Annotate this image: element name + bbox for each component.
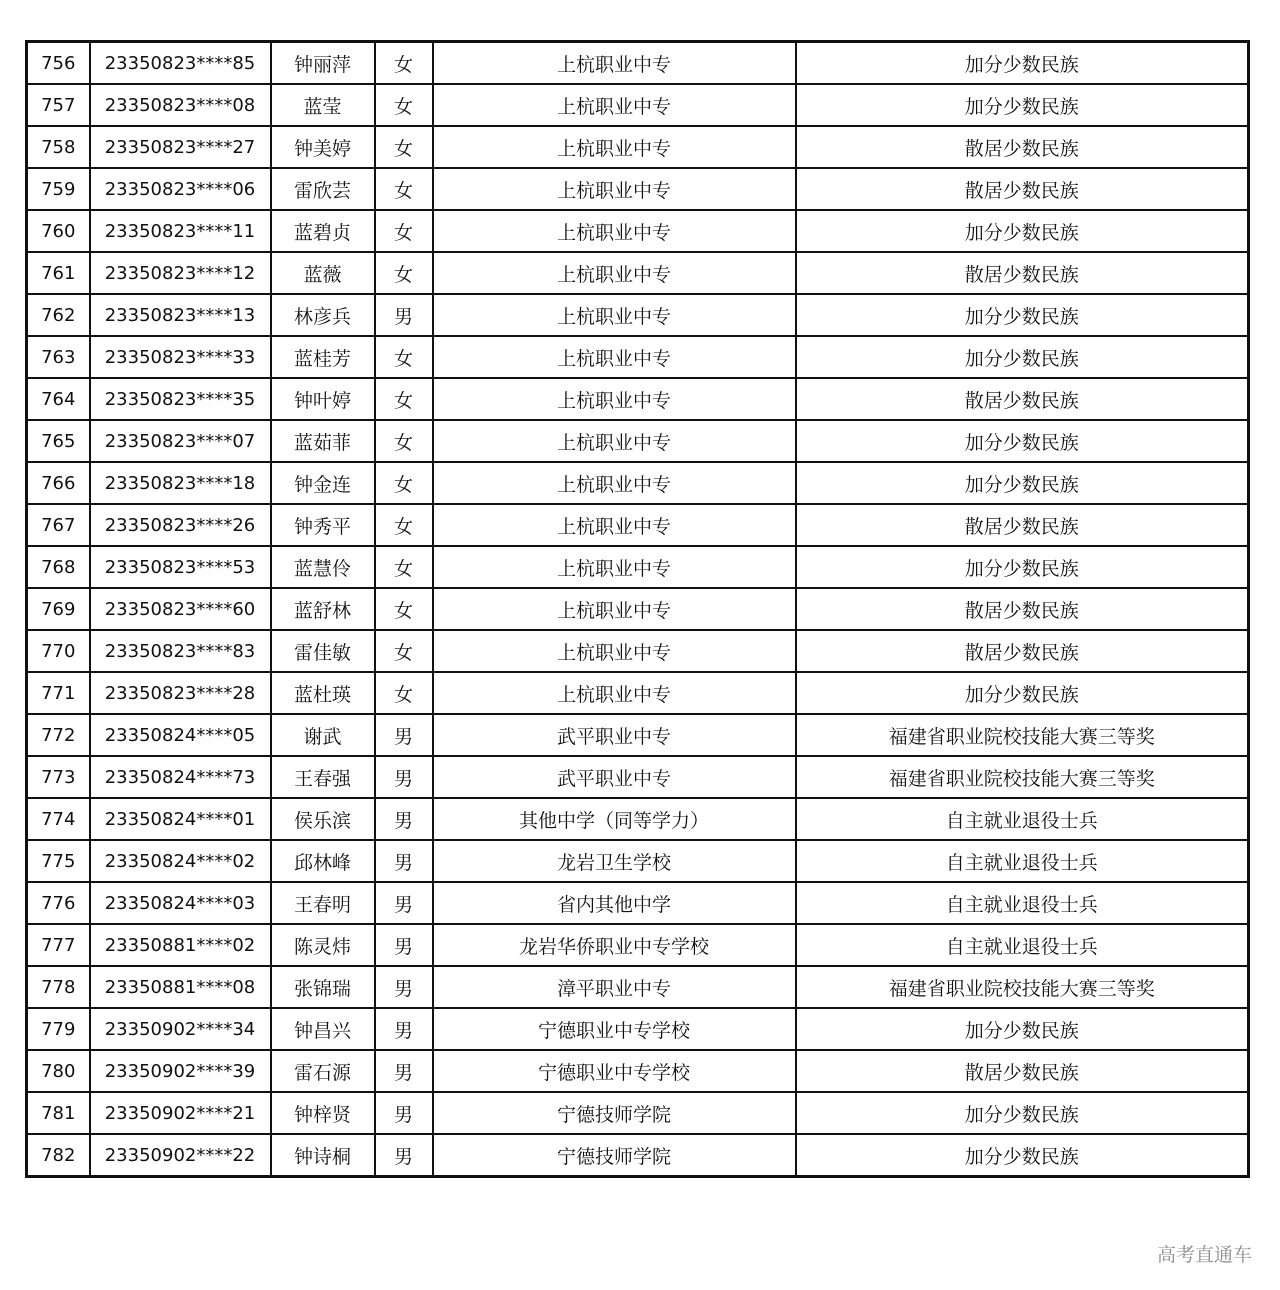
school-cell: 上杭职业中专: [433, 168, 796, 210]
table-row: [27, 1134, 1249, 1177]
exam-id-cell: 23350823****11: [90, 210, 271, 252]
gender-cell: 男: [375, 1050, 433, 1092]
serial-number-cell: 771: [27, 672, 90, 714]
table-row: [27, 882, 1249, 924]
category-cell: 加分少数民族: [796, 294, 1249, 336]
table-row: [27, 42, 1249, 85]
school-cell: 上杭职业中专: [433, 84, 796, 126]
category-cell: 散居少数民族: [796, 378, 1249, 420]
gender-cell: 女: [375, 168, 433, 210]
school-cell: 其他中学（同等学力）: [433, 798, 796, 840]
gender-cell: 男: [375, 966, 433, 1008]
table-row: [27, 546, 1249, 588]
school-cell: 武平职业中专: [433, 756, 796, 798]
gender-cell: 女: [375, 210, 433, 252]
gender-cell: 女: [375, 630, 433, 672]
gender-cell: 女: [375, 588, 433, 630]
serial-number-cell: 776: [27, 882, 90, 924]
table-row: [27, 714, 1249, 756]
name-cell: 王春强: [271, 756, 375, 798]
exam-id-cell: 23350902****39: [90, 1050, 271, 1092]
category-cell: 福建省职业院校技能大赛三等奖: [796, 714, 1249, 756]
gender-cell: 女: [375, 462, 433, 504]
school-cell: 漳平职业中专: [433, 966, 796, 1008]
serial-number-cell: 774: [27, 798, 90, 840]
table-row: [27, 1092, 1249, 1134]
table-row: [27, 504, 1249, 546]
serial-number-cell: 775: [27, 840, 90, 882]
school-cell: 上杭职业中专: [433, 42, 796, 85]
category-cell: 福建省职业院校技能大赛三等奖: [796, 756, 1249, 798]
exam-id-cell: 23350823****06: [90, 168, 271, 210]
exam-id-cell: 23350823****83: [90, 630, 271, 672]
school-cell: 上杭职业中专: [433, 294, 796, 336]
gender-cell: 男: [375, 1008, 433, 1050]
exam-id-cell: 23350823****60: [90, 588, 271, 630]
gender-cell: 女: [375, 420, 433, 462]
gender-cell: 男: [375, 924, 433, 966]
name-cell: 蓝杜瑛: [271, 672, 375, 714]
serial-number-cell: 765: [27, 420, 90, 462]
category-cell: 散居少数民族: [796, 252, 1249, 294]
exam-id-cell: 23350881****02: [90, 924, 271, 966]
school-cell: 龙岩华侨职业中专学校: [433, 924, 796, 966]
gender-cell: 男: [375, 756, 433, 798]
serial-number-cell: 777: [27, 924, 90, 966]
exam-id-cell: 23350881****08: [90, 966, 271, 1008]
category-cell: 福建省职业院校技能大赛三等奖: [796, 966, 1249, 1008]
serial-number-cell: 767: [27, 504, 90, 546]
exam-id-cell: 23350823****07: [90, 420, 271, 462]
name-cell: 钟美婷: [271, 126, 375, 168]
school-cell: 上杭职业中专: [433, 672, 796, 714]
category-cell: 加分少数民族: [796, 1134, 1249, 1177]
name-cell: 蓝碧贞: [271, 210, 375, 252]
serial-number-cell: 780: [27, 1050, 90, 1092]
exam-id-cell: 23350823****85: [90, 42, 271, 85]
school-cell: 上杭职业中专: [433, 378, 796, 420]
table-row: [27, 840, 1249, 882]
category-cell: 加分少数民族: [796, 462, 1249, 504]
exam-id-cell: 23350823****13: [90, 294, 271, 336]
school-cell: 宁德技师学院: [433, 1134, 796, 1177]
gender-cell: 男: [375, 714, 433, 756]
serial-number-cell: 769: [27, 588, 90, 630]
name-cell: 谢武: [271, 714, 375, 756]
serial-number-cell: 758: [27, 126, 90, 168]
gender-cell: 女: [375, 378, 433, 420]
school-cell: 上杭职业中专: [433, 630, 796, 672]
results-table: [25, 40, 1250, 1178]
serial-number-cell: 761: [27, 252, 90, 294]
exam-id-cell: 23350823****26: [90, 504, 271, 546]
name-cell: 王春明: [271, 882, 375, 924]
name-cell: 蓝舒林: [271, 588, 375, 630]
results-table-body: [27, 42, 1249, 1177]
table-row: [27, 1008, 1249, 1050]
table-row: [27, 252, 1249, 294]
name-cell: 钟梓贤: [271, 1092, 375, 1134]
name-cell: 钟金连: [271, 462, 375, 504]
table-row: [27, 210, 1249, 252]
exam-id-cell: 23350823****33: [90, 336, 271, 378]
table-row: [27, 168, 1249, 210]
school-cell: 省内其他中学: [433, 882, 796, 924]
exam-id-cell: 23350823****08: [90, 84, 271, 126]
school-cell: 上杭职业中专: [433, 336, 796, 378]
serial-number-cell: 773: [27, 756, 90, 798]
name-cell: 钟秀平: [271, 504, 375, 546]
serial-number-cell: 757: [27, 84, 90, 126]
category-cell: 散居少数民族: [796, 504, 1249, 546]
exam-id-cell: 23350824****01: [90, 798, 271, 840]
exam-id-cell: 23350824****02: [90, 840, 271, 882]
school-cell: 上杭职业中专: [433, 546, 796, 588]
school-cell: 上杭职业中专: [433, 126, 796, 168]
serial-number-cell: 760: [27, 210, 90, 252]
watermark-text: 高考直通车: [1156, 1244, 1252, 1266]
exam-id-cell: 23350823****12: [90, 252, 271, 294]
category-cell: 自主就业退役士兵: [796, 798, 1249, 840]
gender-cell: 女: [375, 504, 433, 546]
table-row: [27, 294, 1249, 336]
table-row: [27, 1050, 1249, 1092]
category-cell: 加分少数民族: [796, 420, 1249, 462]
name-cell: 林彦兵: [271, 294, 375, 336]
serial-number-cell: 779: [27, 1008, 90, 1050]
gender-cell: 男: [375, 294, 433, 336]
school-cell: 上杭职业中专: [433, 210, 796, 252]
name-cell: 钟丽萍: [271, 42, 375, 85]
name-cell: 张锦瑞: [271, 966, 375, 1008]
serial-number-cell: 763: [27, 336, 90, 378]
serial-number-cell: 759: [27, 168, 90, 210]
table-row: [27, 420, 1249, 462]
name-cell: 蓝莹: [271, 84, 375, 126]
table-row: [27, 84, 1249, 126]
category-cell: 散居少数民族: [796, 126, 1249, 168]
exam-id-cell: 23350902****22: [90, 1134, 271, 1177]
gender-cell: 男: [375, 840, 433, 882]
school-cell: 上杭职业中专: [433, 588, 796, 630]
table-row: [27, 924, 1249, 966]
category-cell: 加分少数民族: [796, 546, 1249, 588]
table-row: [27, 378, 1249, 420]
exam-id-cell: 23350824****05: [90, 714, 271, 756]
name-cell: 蓝茹菲: [271, 420, 375, 462]
category-cell: 加分少数民族: [796, 1092, 1249, 1134]
gender-cell: 女: [375, 252, 433, 294]
table-row: [27, 588, 1249, 630]
table-row: [27, 756, 1249, 798]
name-cell: 陈灵炜: [271, 924, 375, 966]
school-cell: 上杭职业中专: [433, 504, 796, 546]
school-cell: 上杭职业中专: [433, 252, 796, 294]
category-cell: 自主就业退役士兵: [796, 924, 1249, 966]
category-cell: 加分少数民族: [796, 1008, 1249, 1050]
gender-cell: 女: [375, 336, 433, 378]
gender-cell: 女: [375, 672, 433, 714]
exam-id-cell: 23350824****73: [90, 756, 271, 798]
category-cell: 散居少数民族: [796, 1050, 1249, 1092]
name-cell: 雷欣芸: [271, 168, 375, 210]
category-cell: 加分少数民族: [796, 336, 1249, 378]
category-cell: 自主就业退役士兵: [796, 840, 1249, 882]
exam-id-cell: 23350823****28: [90, 672, 271, 714]
exam-id-cell: 23350902****34: [90, 1008, 271, 1050]
name-cell: 蓝桂芳: [271, 336, 375, 378]
exam-id-cell: 23350823****27: [90, 126, 271, 168]
category-cell: 加分少数民族: [796, 42, 1249, 85]
category-cell: 加分少数民族: [796, 672, 1249, 714]
name-cell: 钟诗桐: [271, 1134, 375, 1177]
category-cell: 散居少数民族: [796, 630, 1249, 672]
table-row: [27, 126, 1249, 168]
table-row: [27, 672, 1249, 714]
table-row: [27, 798, 1249, 840]
category-cell: 散居少数民族: [796, 168, 1249, 210]
serial-number-cell: 766: [27, 462, 90, 504]
gender-cell: 男: [375, 1134, 433, 1177]
exam-id-cell: 23350823****53: [90, 546, 271, 588]
table-row: [27, 630, 1249, 672]
school-cell: 上杭职业中专: [433, 420, 796, 462]
exam-id-cell: 23350902****21: [90, 1092, 271, 1134]
gender-cell: 男: [375, 1092, 433, 1134]
gender-cell: 女: [375, 42, 433, 85]
school-cell: 上杭职业中专: [433, 462, 796, 504]
school-cell: 宁德职业中专学校: [433, 1050, 796, 1092]
school-cell: 宁德技师学院: [433, 1092, 796, 1134]
table-row: [27, 966, 1249, 1008]
name-cell: 蓝慧伶: [271, 546, 375, 588]
table-row: [27, 462, 1249, 504]
serial-number-cell: 762: [27, 294, 90, 336]
serial-number-cell: 778: [27, 966, 90, 1008]
exam-id-cell: 23350823****35: [90, 378, 271, 420]
school-cell: 武平职业中专: [433, 714, 796, 756]
exam-id-cell: 23350823****18: [90, 462, 271, 504]
serial-number-cell: 770: [27, 630, 90, 672]
serial-number-cell: 756: [27, 42, 90, 85]
gender-cell: 男: [375, 798, 433, 840]
results-table-container: [25, 40, 1247, 1178]
gender-cell: 女: [375, 84, 433, 126]
school-cell: 宁德职业中专学校: [433, 1008, 796, 1050]
name-cell: 钟昌兴: [271, 1008, 375, 1050]
category-cell: 加分少数民族: [796, 210, 1249, 252]
gender-cell: 女: [375, 126, 433, 168]
category-cell: 散居少数民族: [796, 588, 1249, 630]
serial-number-cell: 781: [27, 1092, 90, 1134]
name-cell: 蓝薇: [271, 252, 375, 294]
name-cell: 雷石源: [271, 1050, 375, 1092]
table-row: [27, 336, 1249, 378]
category-cell: 加分少数民族: [796, 84, 1249, 126]
serial-number-cell: 764: [27, 378, 90, 420]
exam-id-cell: 23350824****03: [90, 882, 271, 924]
name-cell: 雷佳敏: [271, 630, 375, 672]
serial-number-cell: 782: [27, 1134, 90, 1177]
serial-number-cell: 768: [27, 546, 90, 588]
name-cell: 钟叶婷: [271, 378, 375, 420]
gender-cell: 男: [375, 882, 433, 924]
category-cell: 自主就业退役士兵: [796, 882, 1249, 924]
serial-number-cell: 772: [27, 714, 90, 756]
name-cell: 邱林峰: [271, 840, 375, 882]
school-cell: 龙岩卫生学校: [433, 840, 796, 882]
name-cell: 侯乐滨: [271, 798, 375, 840]
gender-cell: 女: [375, 546, 433, 588]
